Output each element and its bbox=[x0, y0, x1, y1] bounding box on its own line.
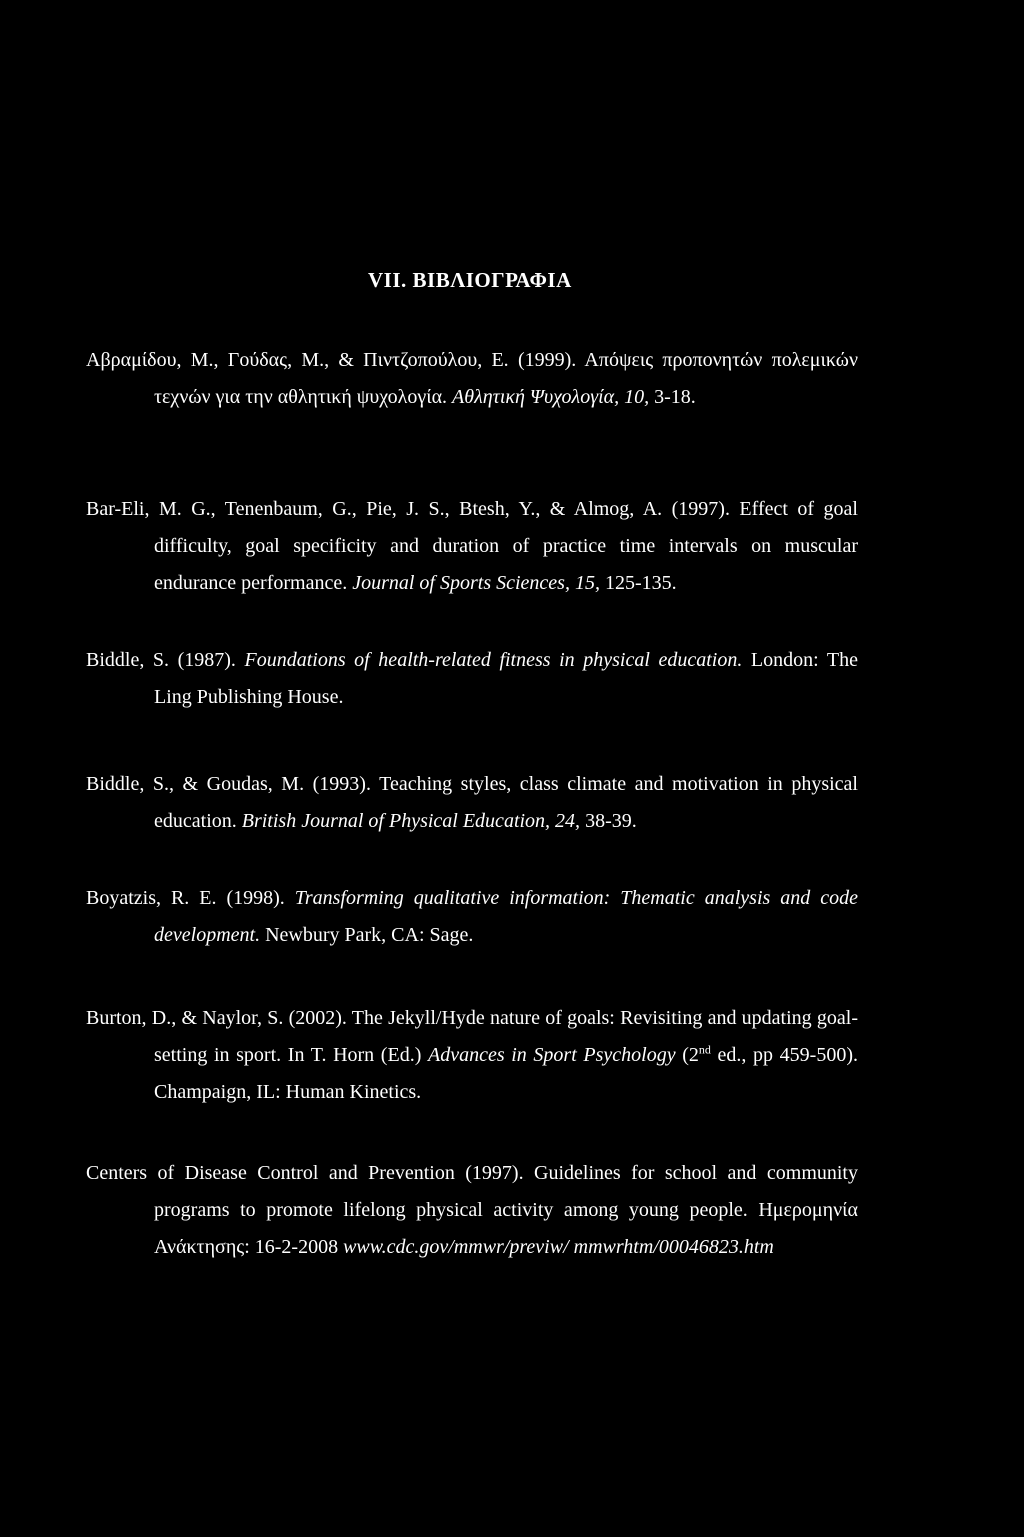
reference-superscript: nd bbox=[698, 1042, 711, 1057]
reference-entry bbox=[86, 491, 858, 602]
reference-text: Αβραμίδου, Μ., Γούδας, Μ., & Πιντζοπούλου, Ε. (1999). Απόψεις προπονητών πολεμικών τεχνών για την αθλητική ψυχολογία. bbox=[86, 349, 858, 408]
reference-text: 125-135. bbox=[599, 572, 677, 594]
reference-source: Foundations of health-related fitness in physical education. bbox=[244, 649, 743, 671]
reference-source: Transforming qualitative information: Thematic analysis and code development. bbox=[154, 887, 858, 946]
reference-text: Boyatzis, R. E. (1998). bbox=[86, 887, 295, 909]
reference-text: Newbury Park, CA: Sage. bbox=[260, 924, 474, 946]
reference-text: Biddle, S. (1987). bbox=[86, 649, 245, 671]
reference-entry bbox=[86, 342, 858, 416]
reference-text: Burton, D., & Naylor, S. (2002). The Jekyll/Hyde nature of goals: Revisiting and updating goal-setting in sport. In T. Horn (Ed.) bbox=[86, 1007, 858, 1066]
reference-entry bbox=[86, 1155, 858, 1266]
reference-source: Αθλητική Ψυχολογία, 10, bbox=[452, 386, 650, 408]
reference-source: Advances in Sport Psychology bbox=[427, 1044, 676, 1066]
reference-text: London: The Ling Publishing House. bbox=[154, 649, 858, 708]
reference-text: ed., pp 459-500). Champaign, IL: Human Kinetics. bbox=[154, 1044, 858, 1103]
reference-entry bbox=[86, 642, 858, 716]
reference-text: 3-18. bbox=[649, 386, 696, 408]
reference-entry bbox=[86, 880, 858, 954]
reference-text: Biddle, S., & Goudas, M. (1993). Teaching styles, class climate and motivation in physical education. bbox=[86, 773, 858, 832]
reference-link[interactable]: www.cdc.gov/mmwr/previw/ mmwrhtm/00046823.htm bbox=[343, 1236, 774, 1258]
reference-entry bbox=[86, 1000, 858, 1111]
reference-text: (2 bbox=[675, 1044, 699, 1066]
reference-entry bbox=[86, 766, 858, 840]
reference-text: Centers of Disease Control and Prevention (1997). Guidelines for school and community programs to promote lifelong physical activity among young people. Ημερομηνία Ανάκτησης: 16-2-2008 bbox=[86, 1162, 858, 1258]
reference-text: 38-39. bbox=[580, 810, 637, 832]
page-title: VII. ΒΙΒΛΙΟΓΡΑΦΙΑ bbox=[368, 268, 572, 292]
reference-source: British Journal of Physical Education, 24, bbox=[241, 810, 581, 832]
reference-text: Bar-Eli, M. G., Tenenbaum, G., Pie, J. S., Btesh, Y., & Almog, A. (1997). Effect of goal difficulty, goal specificity and duration of practice time intervals on muscular endurance performance. bbox=[86, 498, 858, 594]
reference-source: Journal of Sports Sciences, 15, bbox=[352, 572, 600, 594]
